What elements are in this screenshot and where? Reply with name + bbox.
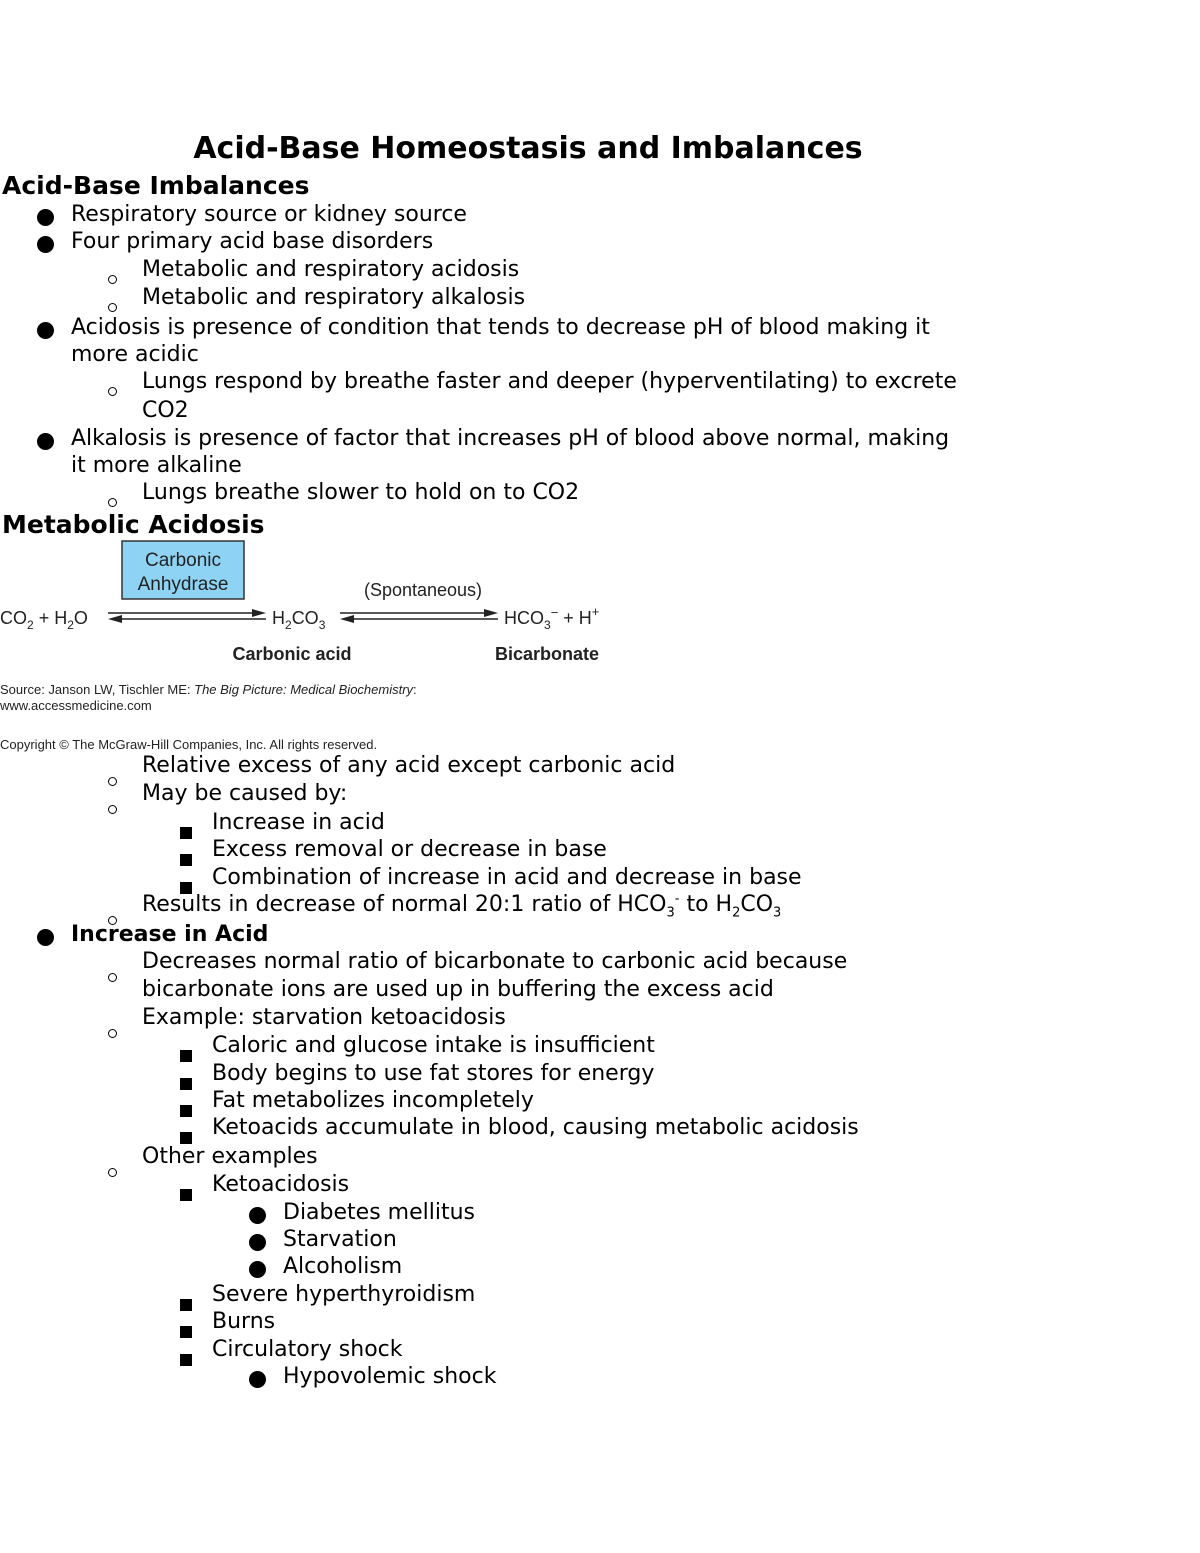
bullet-square-icon — [180, 1346, 192, 1373]
bullet-circle-icon — [108, 766, 117, 793]
bullet-circle-icon — [108, 1018, 117, 1045]
list-item: Metabolic and respiratory alkalosis — [142, 285, 526, 310]
carbonic-acid-label: Carbonic acid — [232, 644, 352, 664]
list-item: Relative excess of any acid except carbonic acid — [142, 753, 676, 778]
enzyme-label-line2: Anhydrase — [137, 574, 229, 595]
list-item: Other examples — [142, 1144, 318, 1169]
figure-source-url: www.accessmedicine.com — [0, 698, 152, 713]
list-item-continued: it more alkaline — [71, 453, 242, 478]
list-item: Lungs respond by breathe faster and deeper (hyperventilating) to excrete — [142, 369, 957, 394]
list-item: Circulatory shock — [212, 1337, 403, 1362]
list-item: Lungs breathe slower to hold on to CO2 — [142, 480, 580, 505]
products-formula: $HCO_3^- + H^+$ — [504, 604, 600, 632]
list-item-continued: bicarbonate ions are used up in buffering the excess acid — [142, 977, 774, 1002]
list-item: May be caused by: — [142, 781, 348, 806]
list-item-ratio: Results in decrease of normal 20:1 ratio of $HCO_3^-$ to $H_2CO_3$ — [142, 891, 782, 921]
list-item: Ketoacidosis — [212, 1172, 350, 1197]
list-item: Four primary acid base disorders — [71, 229, 434, 254]
bullet-dot-icon — [37, 319, 54, 346]
bicarbonate-label: Bicarbonate — [494, 644, 600, 664]
list-item: Body begins to use fat stores for energy — [212, 1061, 655, 1086]
list-item: Fat metabolizes incompletely — [212, 1088, 534, 1113]
bullet-circle-icon — [108, 794, 117, 821]
bullet-square-icon — [180, 1070, 192, 1097]
reverse-arrowhead-icon-2 — [340, 615, 354, 623]
list-item: Increase in acid — [212, 810, 385, 835]
section-heading-metabolic-acidosis: Metabolic Acidosis — [2, 510, 265, 539]
bullet-dot-icon — [249, 1204, 266, 1231]
bullet-circle-icon — [108, 1157, 117, 1184]
bullet-square-icon — [180, 1291, 192, 1318]
reactants-formula: $CO_2 + H_2O$ — [0, 608, 88, 632]
list-item: Respiratory source or kidney source — [71, 202, 467, 227]
bullet-square-icon — [180, 1318, 192, 1345]
list-item: Excess removal or decrease in base — [212, 837, 607, 862]
bullet-dot-icon — [37, 233, 54, 260]
forward-arrowhead-icon-2 — [484, 609, 498, 617]
list-item: Caloric and glucose intake is insufficient — [212, 1033, 655, 1058]
list-item: Hypovolemic shock — [283, 1364, 497, 1389]
bullet-dot-icon — [37, 206, 54, 233]
bullet-dot-icon — [249, 1231, 266, 1258]
bullet-dot-icon — [249, 1368, 266, 1395]
carbonic-acid-formula: $H_2CO_3$ — [272, 608, 326, 632]
list-item: Severe hyperthyroidism — [212, 1282, 476, 1307]
bullet-circle-icon — [108, 962, 117, 989]
list-item: Alcoholism — [283, 1254, 403, 1279]
list-item: Example: starvation ketoacidosis — [142, 1005, 506, 1030]
list-item-continued: more acidic — [71, 342, 199, 367]
list-item: Acidosis is presence of condition that tends to decrease pH of blood making it — [71, 315, 930, 340]
carbonic-anhydrase-reaction-figure — [0, 538, 640, 758]
list-item: Starvation — [283, 1227, 397, 1252]
list-item: Metabolic and respiratory acidosis — [142, 257, 520, 282]
list-item: Burns — [212, 1309, 276, 1334]
list-item: Alkalosis is presence of factor that increases pH of blood above normal, making — [71, 426, 950, 451]
bullet-dot-icon — [37, 926, 54, 953]
page-title: Acid-Base Homeostasis and Imbalances — [193, 131, 863, 166]
list-item: Ketoacids accumulate in blood, causing metabolic acidosis — [212, 1115, 859, 1140]
list-item-continued: CO2 — [142, 398, 189, 423]
forward-arrowhead-icon — [252, 609, 266, 617]
bullet-square-icon — [180, 819, 192, 846]
section-heading-imbalances: Acid-Base Imbalances — [2, 171, 310, 200]
bullet-dot-icon — [37, 430, 54, 457]
enzyme-label-line1: Carbonic — [144, 550, 222, 571]
bullet-square-icon — [180, 846, 192, 873]
figure-source-citation: Source: Janson LW, Tischler ME: The Big Picture: Medical Biochemistry: — [0, 682, 417, 697]
figure-copyright: Copyright © The McGraw-Hill Companies, Inc. All rights reserved. — [0, 737, 378, 752]
bullet-circle-icon — [108, 376, 117, 403]
reverse-arrowhead-icon — [108, 615, 122, 623]
list-item: Combination of increase in acid and decrease in base — [212, 865, 802, 890]
bullet-square-icon — [180, 1181, 192, 1208]
bullet-circle-icon — [108, 264, 117, 291]
list-item: Diabetes mellitus — [283, 1200, 475, 1225]
subsection-heading-increase-in-acid: Increase in Acid — [71, 922, 269, 947]
spontaneous-label: (Spontaneous) — [363, 580, 483, 600]
list-item: Decreases normal ratio of bicarbonate to carbonic acid because — [142, 949, 848, 974]
bullet-square-icon — [180, 1097, 192, 1124]
bullet-square-icon — [180, 1042, 192, 1069]
